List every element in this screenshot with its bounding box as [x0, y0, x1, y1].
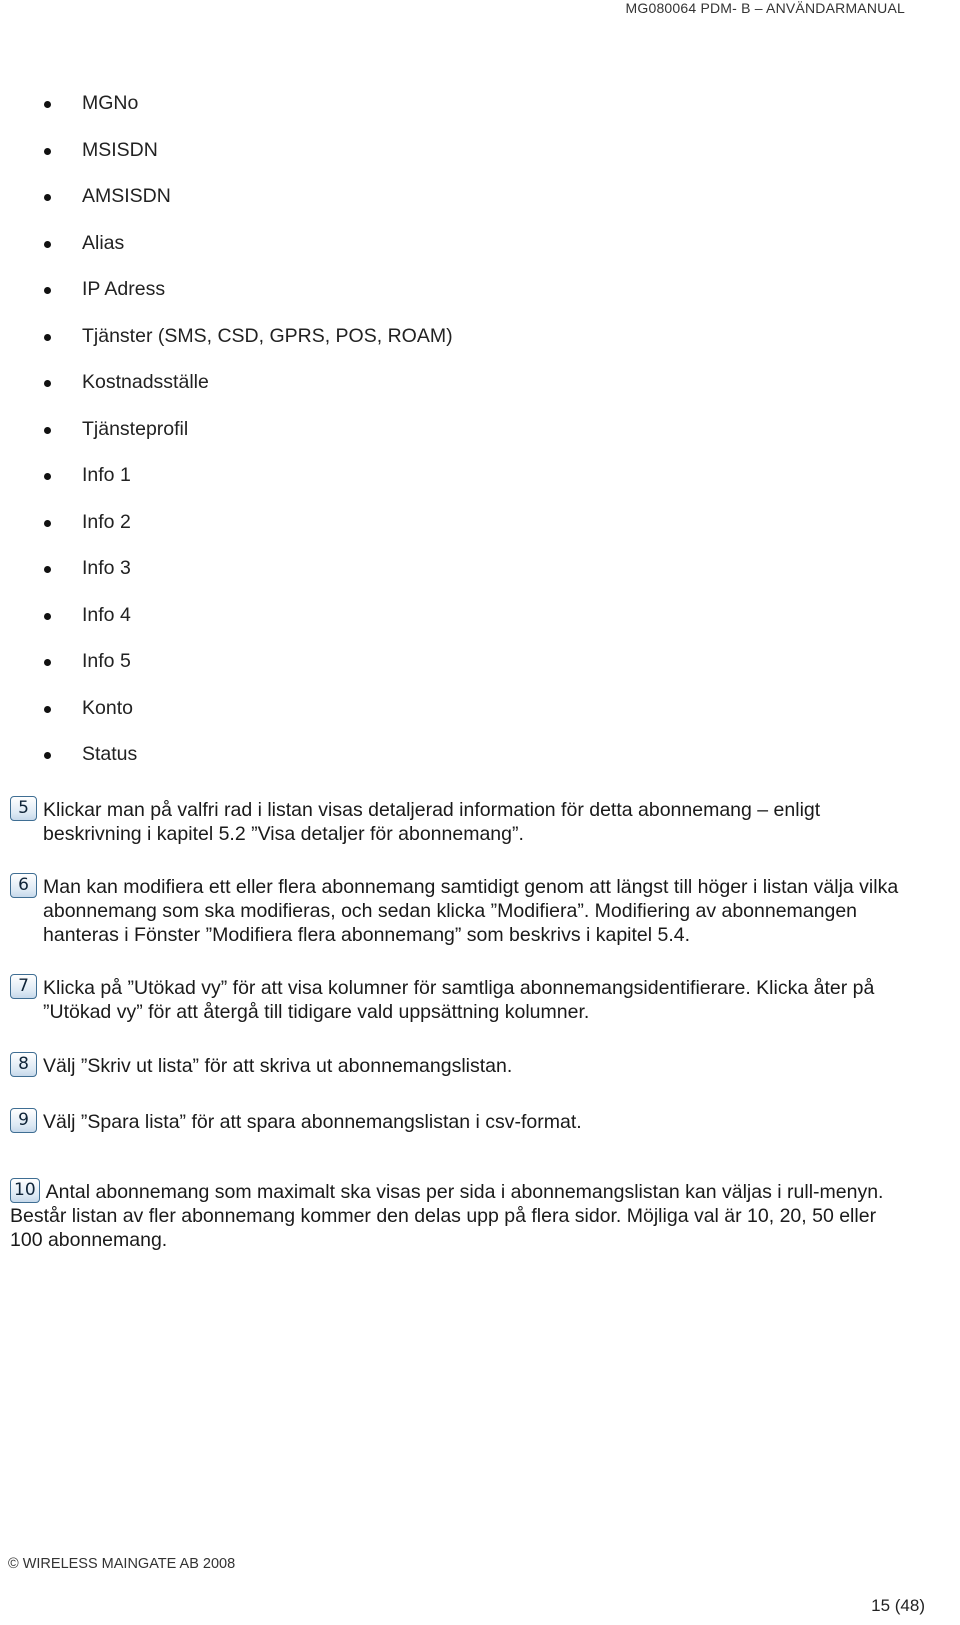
list-item: Info 1	[40, 464, 453, 511]
list-item: Info 5	[40, 650, 453, 697]
list-item: Kostnadsställe	[40, 371, 453, 418]
document-header: MG080064 PDM- B – ANVÄNDARMANUAL	[625, 0, 905, 16]
list-item: Info 2	[40, 511, 453, 558]
list-item: Tjänsteprofil	[40, 418, 453, 465]
number-badge-icon: 6	[10, 873, 37, 898]
list-item: Alias	[40, 232, 453, 279]
list-item: AMSISDN	[40, 185, 453, 232]
number-badge-icon: 7	[10, 974, 37, 999]
number-badge-icon: 10	[10, 1178, 40, 1203]
note-6	[10, 875, 900, 947]
list-item: Tjänster (SMS, CSD, GPRS, POS, ROAM)	[40, 325, 453, 372]
note-8	[10, 1054, 900, 1078]
note-text: Klickar man på valfri rad i listan visas detaljerad information för detta abonnemang – enligt beskrivning i kapitel 5.2 ”Visa detaljer för abonnemang”.	[43, 799, 821, 845]
note-text: Välj ”Skriv ut lista” för att skriva ut abonnemangslistan.	[43, 1055, 513, 1077]
note-7	[10, 976, 900, 1024]
note-text: Antal abonnemang som maximalt ska visas per sida i abonnemangslistan kan väljas i rull-menyn. Består listan av fler abonnemang kommer den delas upp på flera sidor. Möjliga val är 10, 20, 50 eller 100 abonnemang.	[10, 1181, 884, 1251]
number-badge-icon: 8	[10, 1052, 37, 1077]
list-item: IP Adress	[40, 278, 453, 325]
footer-copyright: © WIRELESS MAINGATE AB 2008	[8, 1556, 236, 1572]
note-5	[10, 798, 900, 846]
list-item: Status	[40, 743, 453, 790]
list-item: Info 3	[40, 557, 453, 604]
note-text: Välj ”Spara lista” för att spara abonnemangslistan i csv-format.	[43, 1111, 582, 1133]
note-text: Man kan modifiera ett eller flera abonnemang samtidigt genom att längst till höger i listan välja vilka abonnemang som ska modifieras, och sedan klicka ”Modifiera”. Modifiering av abonnemangen hanteras i Fönster ”Modifiera flera abonnemang” som beskrivs i kapitel 5.4.	[43, 876, 899, 946]
note-text: Klicka på ”Utökad vy” för att visa kolumner för samtliga abonnemangsidentifierare. Klicka åter på ”Utökad vy” för att återgå till tidigare vald uppsättning kolumner.	[43, 977, 875, 1023]
note-10	[10, 1180, 900, 1252]
number-badge-icon: 9	[10, 1108, 37, 1133]
list-item: Info 4	[40, 604, 453, 651]
field-bullet-list	[40, 92, 453, 790]
page-number: 15 (48)	[871, 1596, 925, 1615]
number-badge-icon: 5	[10, 796, 37, 821]
list-item: MSISDN	[40, 139, 453, 186]
list-item: MGNo	[40, 92, 453, 139]
note-9	[10, 1110, 900, 1134]
list-item: Konto	[40, 697, 453, 744]
